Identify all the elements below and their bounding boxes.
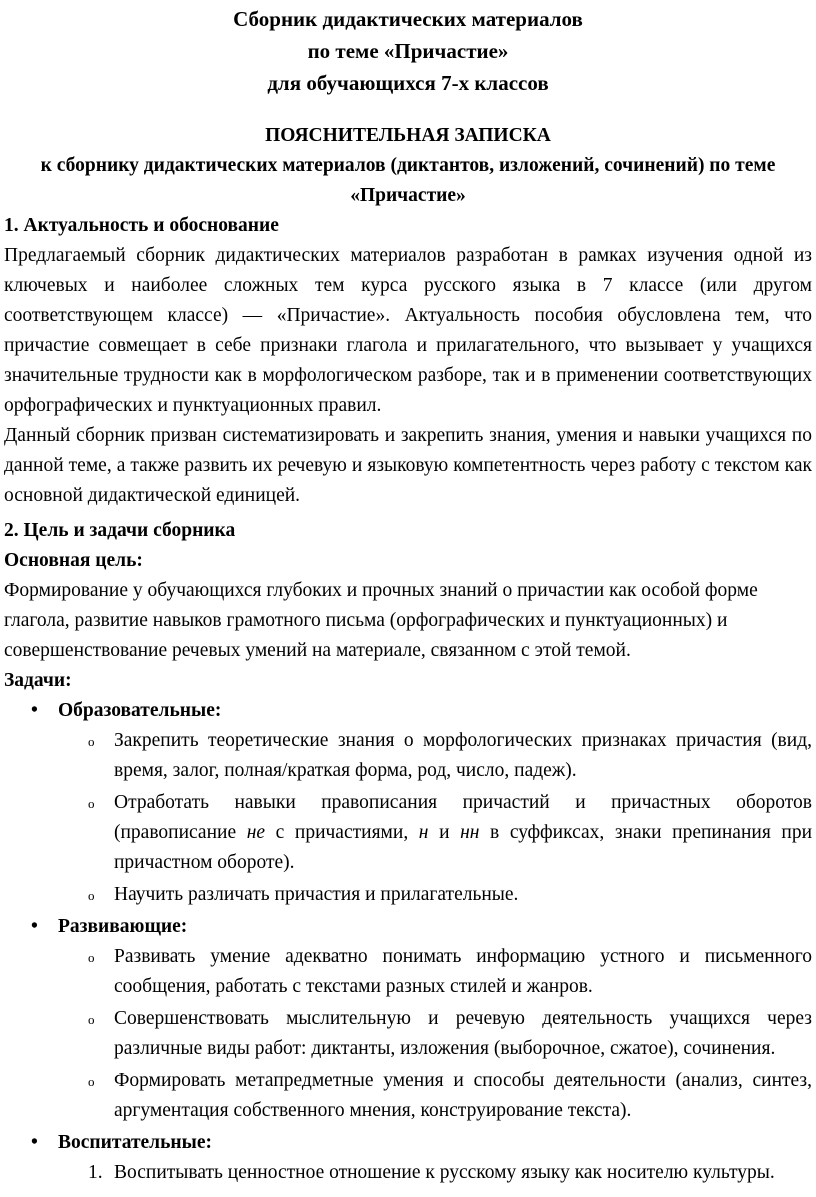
tasks-label: Задачи:: [4, 670, 72, 691]
circle-bullet-icon: o: [88, 796, 95, 811]
list-item: o Формировать метапредметные умения и способы деятельности (анализ, синтез, аргументация собственного мнения, конструирование текста).: [4, 1066, 812, 1126]
note-heading: ПОЯСНИТЕЛЬНАЯ ЗАПИСКА: [265, 125, 551, 146]
title-line-3: для обучающихся 7-х классов: [267, 71, 549, 95]
section-2-heading: 2. Цель и задачи сборника: [4, 520, 236, 541]
goal-label: Основная цель:: [4, 550, 143, 571]
task-group-label: Воспитательные:: [58, 1132, 213, 1153]
list-item: o Отработать навыки правописания причастий и причастных оборотов (правописание не с причастиями, н и нн в суффиксах, знаки препинания при причастном обороте).: [4, 788, 812, 878]
list-item: o Закрепить теоретические знания о морфологических признаках причастия (вид, время, залог, полная/краткая форма, род, число, падеж).: [4, 726, 812, 786]
circle-bullet-icon: o: [88, 950, 95, 965]
italic-term: н: [418, 822, 429, 843]
note-subheading: к сборнику дидактических материалов (диктантов, изложений, сочинений) по теме «Причастие»: [40, 155, 776, 206]
task-group-educational-upbringing: [4, 1128, 812, 1158]
bullet-dot-icon: •: [31, 1132, 38, 1153]
task-group-educational: [4, 696, 812, 726]
circle-bullet-icon: o: [88, 1074, 95, 1089]
document-title: [4, 3, 812, 99]
italic-term: не: [246, 822, 266, 843]
task-group-developmental: [4, 912, 812, 942]
title-line-2: по теме «Причастие»: [307, 39, 509, 63]
circle-bullet-icon: o: [88, 734, 95, 749]
circle-bullet-icon: o: [88, 888, 95, 903]
list-item: o Научить различать причастия и прилагательные.: [4, 880, 812, 910]
section-1-heading: 1. Актуальность и обоснование: [4, 215, 279, 236]
section-1-paragraph-1: Предлагаемый сборник дидактических материалов разработан в рамках изучения одной из ключевых и наиболее сложных тем курса русского языка в 7 классе (или другом соответствующем классе) — «Причастие». Актуальность пособия обусловлена тем, что причастие совмещает в себе признаки глагола и прилагательного, что вызывает у учащихся значительные трудности как в морфологическом разборе, так и в применении соответствующих орфографических и пунктуационных правил.: [4, 245, 812, 416]
task-group-label: Развивающие:: [58, 916, 188, 937]
list-item: o Совершенствовать мыслительную и речевую деятельность учащихся через различные виды работ: диктанты, изложения (выборочное, сжатое), сочинения.: [4, 1004, 812, 1064]
task-group-label: Образовательные:: [58, 700, 222, 721]
goal-text: Формирование у обучающихся глубоких и прочных знаний о причастии как особой форме глагола, развитие навыков грамотного письма (орфографических и пунктуационных) и совершенствование речевых умений на материале, связанном с этой темой.: [4, 580, 758, 661]
list-item: 1. Воспитывать ценностное отношение к русскому языку как носителю культуры.: [4, 1158, 812, 1188]
bullet-dot-icon: •: [31, 916, 38, 937]
title-line-1: Сборник дидактических материалов: [233, 7, 583, 31]
list-number: 1.: [88, 1162, 103, 1183]
circle-bullet-icon: o: [88, 1012, 95, 1027]
list-item: o Развивать умение адекватно понимать информацию устного и письменного сообщения, работать с текстами разных стилей и жанров.: [4, 942, 812, 1002]
bullet-dot-icon: •: [31, 700, 38, 721]
section-1-paragraph-2: Данный сборник призван систематизировать и закрепить знания, умения и навыки учащихся по данной теме, а также развить их речевую и языковую компетентность через работу с текстом как основной дидактической единицей.: [4, 425, 812, 506]
italic-term: нн: [460, 822, 480, 843]
